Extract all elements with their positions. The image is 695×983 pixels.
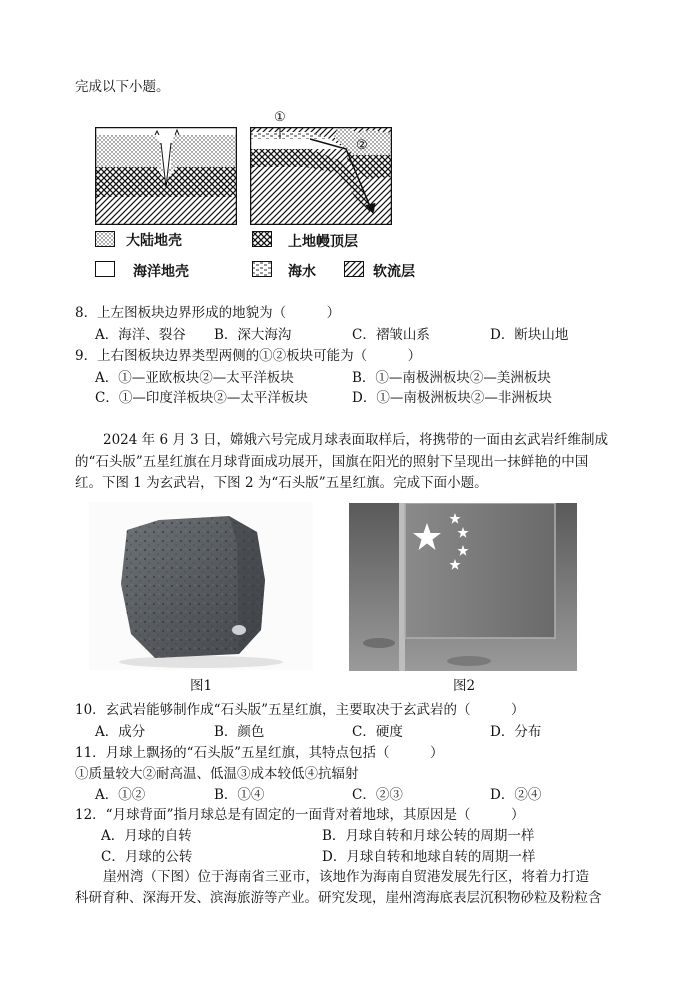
- q10-option-a: A．成分: [95, 724, 146, 740]
- q9-option-c: C．①—印度洋板块②—太平洋板块: [95, 390, 308, 406]
- passage2-line2: 科研育种、深海开发、滨海旅游等产业。研究发现，崖州湾海底表层沉积物砂粒及粉粒含: [75, 890, 602, 906]
- q8-option-b: B．深大海沟: [214, 327, 292, 343]
- q12-option-c: C．月球的公转: [101, 849, 193, 865]
- q8-option-a: A．海洋、裂谷: [95, 327, 186, 343]
- stone-flag-photo: [349, 503, 577, 671]
- q10-stem: 10．玄武岩能够制作成“石头版”五星红旗，主要取决于玄武岩的（ ）: [75, 702, 525, 718]
- q8-stem: 8．上左图板块边界形成的地貌为（ ）: [75, 305, 341, 321]
- fig2-caption: 图2: [453, 678, 476, 694]
- q12-stem: 12．“月球背面”指月球总是有固定的一面背对着地球，其原因是（ ）: [75, 807, 525, 823]
- legend-continental-crust-swatch: [95, 231, 115, 247]
- intro-text: 完成以下小题。: [75, 79, 170, 95]
- q12-option-d: D．月球自转和地球自转的周期一样: [322, 849, 536, 865]
- q9-stem: 9．上右图板块边界类型两侧的①②板块可能为（ ）: [75, 348, 422, 364]
- q9-option-a: A．①—亚欧板块②—太平洋板块: [95, 370, 294, 386]
- subduction-boundary-diagram: [250, 127, 392, 225]
- plate-marker-2: ②: [356, 138, 368, 153]
- legend-asthenosphere-label: 软流层: [373, 264, 415, 280]
- q11-option-d: D．②④: [490, 787, 542, 803]
- q8-option-d: D．断块山地: [490, 327, 569, 343]
- q12-option-a: A．月球的自转: [101, 828, 192, 844]
- legend-continental-crust-label: 大陆地壳: [126, 233, 182, 249]
- q9-option-d: D．①—南极洲板块②—非洲板块: [352, 390, 552, 406]
- divergent-boundary-diagram: [95, 127, 237, 225]
- q9-option-b: B．①—南极洲板块②—美洲板块: [352, 370, 551, 386]
- plate-marker-1: ①: [274, 110, 286, 125]
- legend-oceanic-crust-label: 海洋地壳: [133, 264, 189, 280]
- q11-stem: 11．月球上飘扬的“石头版”五星红旗，其特点包括（ ）: [75, 745, 444, 761]
- fig1-caption: 图1: [190, 678, 213, 694]
- q11-option-a: A．①②: [95, 787, 146, 803]
- passage2-line1: 崖州湾（下图）位于海南省三亚市，该地作为海南自贸港发展先行区，将着力打造: [103, 869, 589, 885]
- legend-upper-mantle-label: 上地幔顶层: [288, 234, 358, 250]
- legend-asthenosphere-swatch: [344, 261, 364, 277]
- q10-option-b: B．颜色: [214, 724, 265, 740]
- flag-pole: [399, 503, 405, 671]
- q11-option-c: C．②③: [352, 787, 403, 803]
- legend-upper-mantle-swatch: [252, 231, 272, 247]
- q11-items: ①质量较大②耐高温、低温③成本较低④抗辐射: [75, 766, 359, 782]
- q12-option-b: B．月球自转和月球公转的周期一样: [322, 828, 535, 844]
- q10-option-d: D．分布: [490, 724, 542, 740]
- legend-seawater-label: 海水: [288, 264, 316, 280]
- legend-seawater-swatch: [252, 261, 272, 277]
- passage1-line3: 红。下图 1 为玄武岩，下图 2 为“石头版”五星红旗。完成下面小题。: [75, 475, 488, 491]
- flag-body: [405, 503, 555, 638]
- passage1-line1: 2024 年 6 月 3 日，嫦娥六号完成月球表面取样后，将携带的一面由玄武岩纤维制成: [103, 432, 608, 448]
- q10-option-c: C．硬度: [352, 724, 403, 740]
- legend-oceanic-crust-swatch: [95, 261, 115, 277]
- q8-option-c: C．褶皱山系: [352, 327, 430, 343]
- asthenosphere-layer: [95, 197, 237, 225]
- basalt-photo: [89, 502, 313, 670]
- q11-option-b: B．①④: [214, 787, 265, 803]
- passage1-line2: 的“石头版”五星红旗在月球背面成功展开，国旗在阳光的照射下呈现出一抹鲜艳的中国: [75, 454, 589, 470]
